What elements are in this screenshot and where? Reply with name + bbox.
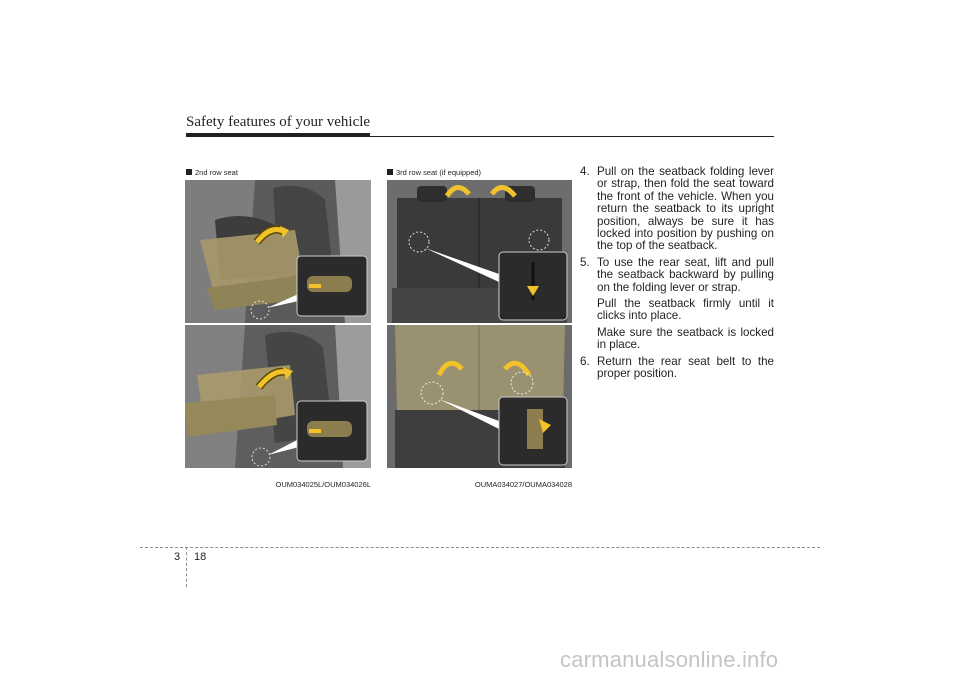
figure-caption-2nd-row xyxy=(186,168,238,177)
step-text: Pull on the seatback folding lever or strap, then fold the seat toward the front of the vehicle. When you return the seatback to its upright position, always be sure it has locked into position by pushing on the top of the seatback. xyxy=(597,165,774,253)
step-5 xyxy=(580,257,774,294)
figure-code-left: OUM034025L/OUM034026L xyxy=(275,480,371,489)
footer-divider xyxy=(186,547,187,587)
step-text: Return the rear seat belt to the proper position. xyxy=(597,354,774,381)
instructions-column xyxy=(580,166,774,381)
figure-caption-3rd-row xyxy=(387,168,481,177)
step-text: To use the rear seat, lift and pull the seatback backward by pulling on the folding lever or strap. xyxy=(597,255,774,294)
step-number: 6. xyxy=(580,354,590,368)
photo-2nd-row-top xyxy=(185,180,371,323)
section-title: Safety features of your vehicle xyxy=(186,114,371,130)
photo-3rd-row-bottom xyxy=(387,325,572,468)
page-number: 18 xyxy=(194,551,207,563)
chapter-number: 3 xyxy=(174,551,181,563)
square-bullet-icon xyxy=(387,169,393,175)
photo-2nd-row-bottom xyxy=(185,325,371,468)
figure-caption-text: 3rd row seat (if equipped) xyxy=(396,168,482,177)
photo-3rd-row-top xyxy=(387,180,572,323)
figure-code-right: OUMA034027/OUMA034028 xyxy=(474,480,572,489)
step-number: 5. xyxy=(580,255,590,269)
watermark: carmanualsonline.info xyxy=(560,647,779,672)
step-5-note-1: Pull the seatback firmly until it clicks into place. xyxy=(597,297,774,323)
step-6 xyxy=(580,356,774,381)
title-rule-thin xyxy=(186,136,774,137)
step-5-note-2: Make sure the seatback is locked in place. xyxy=(597,325,774,352)
step-number: 4. xyxy=(580,165,590,178)
step-4 xyxy=(580,166,774,253)
figure-caption-text: 2nd row seat xyxy=(195,168,238,177)
square-bullet-icon xyxy=(186,169,192,175)
footer-rule xyxy=(140,547,820,548)
